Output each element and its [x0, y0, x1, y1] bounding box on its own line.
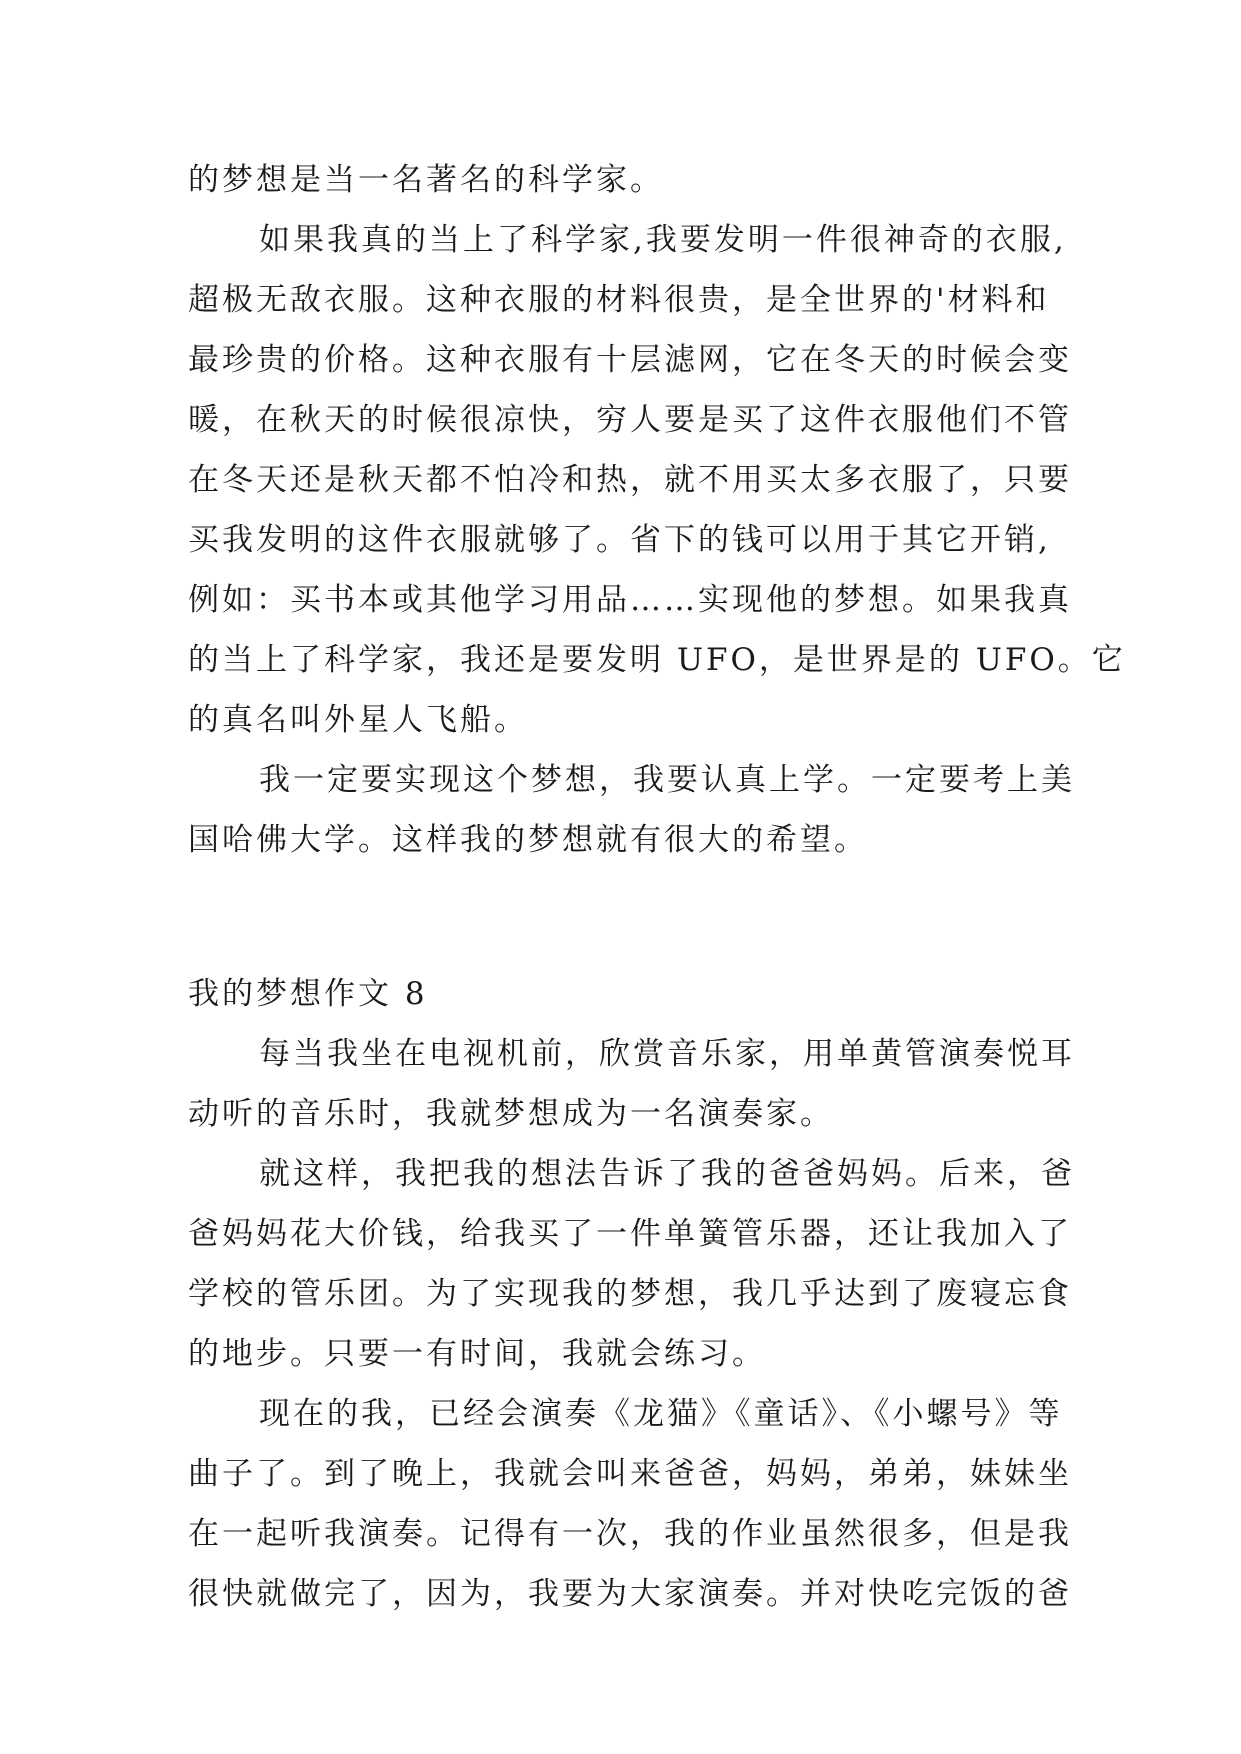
- text-line: 在一起听我演奏。记得有一次，我的作业虽然很多，但是我: [188, 1516, 1072, 1552]
- text-line: 的真名叫外星人飞船。: [188, 702, 528, 738]
- text-line: 曲子了。到了晚上，我就会叫来爸爸，妈妈，弟弟，妹妹坐: [188, 1456, 1072, 1492]
- text-line: 超极无敌衣服。这种衣服的材料很贵，是全世界的'材料和: [188, 282, 1050, 318]
- text-line: 最珍贵的价格。这种衣服有十层滤网，它在冬天的时候会变: [188, 342, 1072, 378]
- text-line: 暖，在秋天的时候很凉快，穷人要是买了这件衣服他们不管: [188, 402, 1072, 438]
- paragraph-start-line: 现在的我，已经会演奏《龙猫》《童话》、《小螺号》等: [259, 1396, 1063, 1432]
- text-line: 的梦想是当一名著名的科学家。: [188, 162, 664, 198]
- text-line: 爸妈妈花大价钱，给我买了一件单簧管乐器，还让我加入了: [188, 1216, 1072, 1252]
- text-line: 在冬天还是秋天都不怕冷和热，就不用买太多衣服了，只要: [188, 462, 1072, 498]
- article-title: 我的梦想作文 8: [188, 976, 428, 1012]
- text-line: 例如：买书本或其他学习用品……实现他的梦想。如果我真: [188, 582, 1072, 618]
- text-line: 的地步。只要一有时间，我就会练习。: [188, 1336, 766, 1372]
- text-line: 的当上了科学家，我还是要发明 UFO，是世界是的 UFO。它: [188, 642, 1126, 678]
- paragraph-start-line: 每当我坐在电视机前，欣赏音乐家，用单黄管演奏悦耳: [259, 1036, 1075, 1072]
- text-line: 国哈佛大学。这样我的梦想就有很大的希望。: [188, 822, 868, 858]
- text-line: 很快就做完了，因为，我要为大家演奏。并对快吃完饭的爸: [188, 1576, 1072, 1612]
- paragraph-start-line: 就这样，我把我的想法告诉了我的爸爸妈妈。后来，爸: [259, 1156, 1075, 1192]
- text-line: 买我发明的这件衣服就够了。省下的钱可以用于其它开销,: [188, 522, 1051, 558]
- section-gap: [188, 870, 1058, 964]
- paragraph-start-line: 如果我真的当上了科学家,我要发明一件很神奇的衣服,: [259, 222, 1067, 258]
- text-line: 学校的管乐团。为了实现我的梦想，我几乎达到了废寝忘食: [188, 1276, 1072, 1312]
- document-body: [188, 150, 1126, 1624]
- text-line: 动听的音乐时，我就梦想成为一名演奏家。: [188, 1096, 834, 1132]
- paragraph-start-line: 我一定要实现这个梦想，我要认真上学。一定要考上美: [259, 762, 1075, 798]
